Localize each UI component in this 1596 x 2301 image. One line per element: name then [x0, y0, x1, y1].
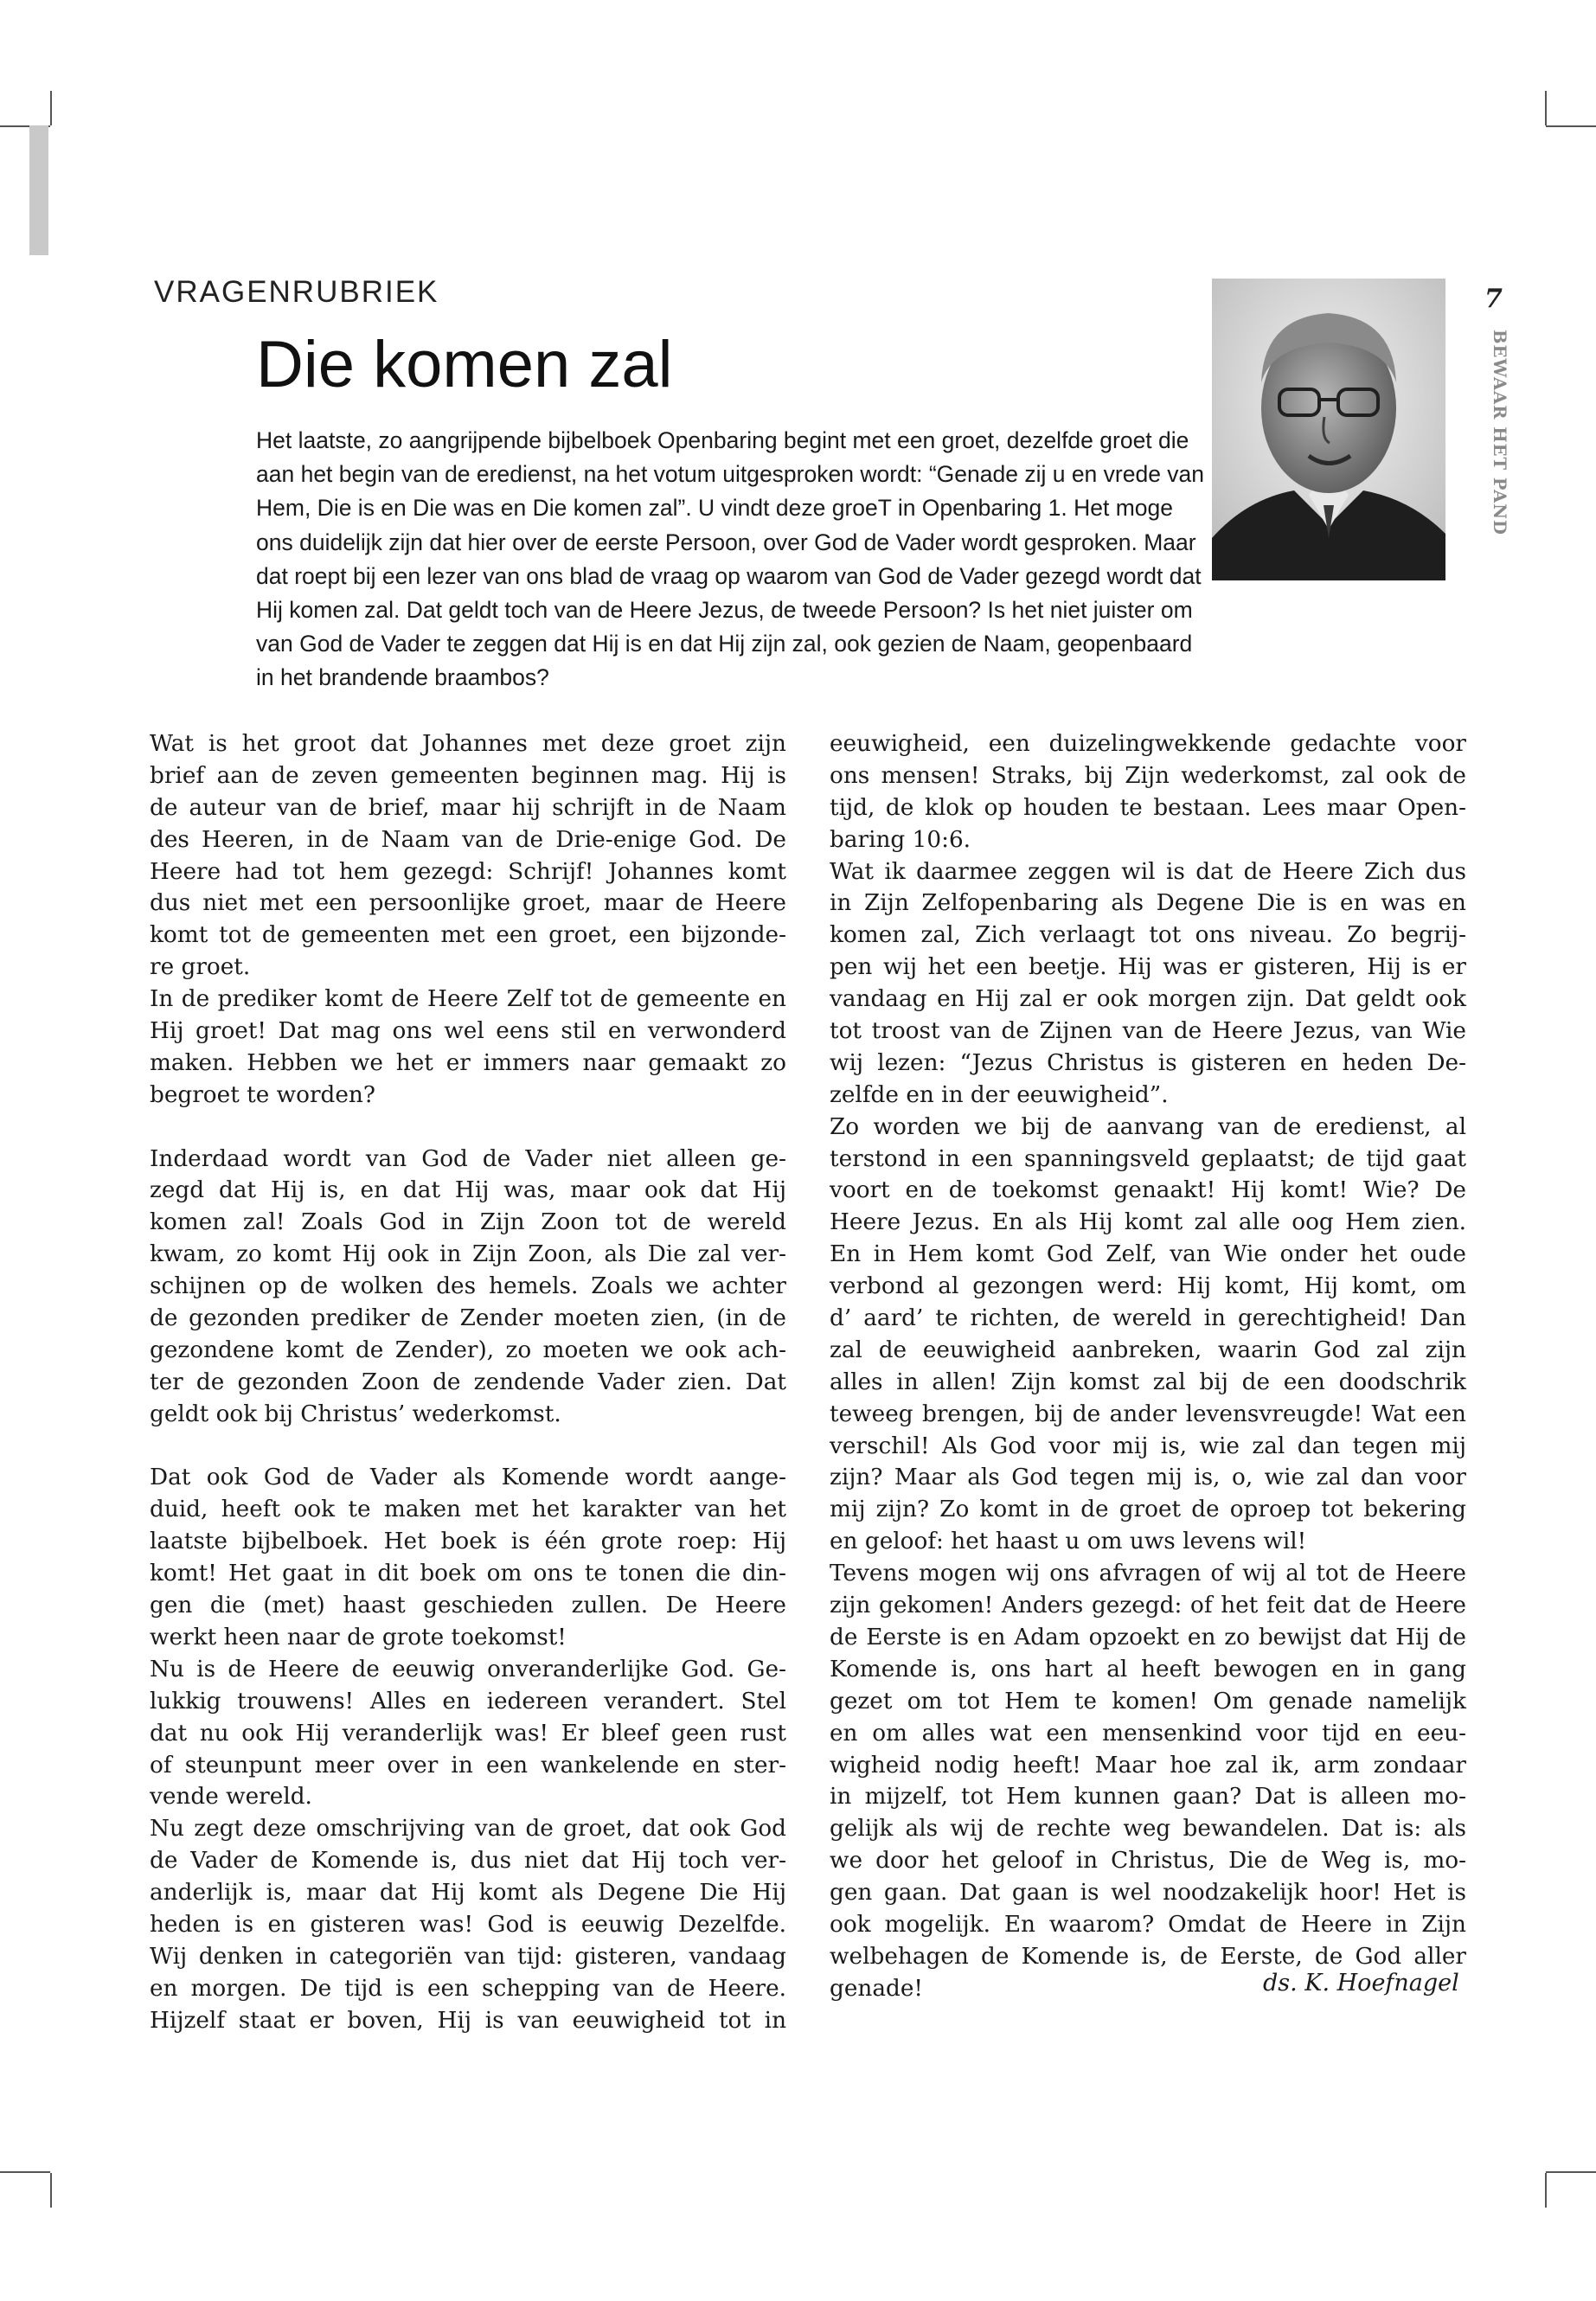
body-line: des Heeren, in de Naam van de Drie-enige God. De [150, 826, 786, 853]
body-line: vende wereld. [150, 1784, 312, 1811]
crop-mark [0, 2171, 50, 2173]
body-line: genade! [830, 1975, 923, 2002]
body-line: wigheid nodig heeft! Maar hoe zal ik, arm zondaar [830, 1752, 1466, 1779]
body-line: ons mensen! Straks, bij Zijn wederkomst, zal ook de [830, 762, 1466, 789]
author-portrait [1212, 279, 1445, 580]
body-line: of steunpunt meer over in een wankelende en ster- [150, 1752, 786, 1779]
paragraph-gap [150, 1112, 786, 1144]
body-line: gen die (met) haast geschieden zullen. De Heere [150, 1593, 786, 1619]
body-line: Nu is de Heere de eeuwig onveranderlijke God. Ge- [150, 1656, 786, 1682]
intro-line: Hem, Die is en Die was en Die komen zal”. U vindt deze groeT in Openbaring 1. Het moge [256, 495, 1174, 522]
body-line: kwam, zo komt Hij ook in Zijn Zoon, als Die zal ver- [150, 1241, 786, 1268]
body-line: in mijzelf, tot Hem kunnen gaan? Dat is alleen mo- [830, 1784, 1466, 1811]
body-line: geldt ook bij Christus’ wederkomst. [150, 1400, 561, 1427]
body-line: heden is en gisteren was! God is eeuwig Dezelfde. [150, 1911, 786, 1938]
body-line: verschil! Als God voor mij is, wie zal dan tegen mij [830, 1433, 1466, 1459]
body-line: maken. Hebben we het er immers naar gemaakt zo [150, 1049, 786, 1076]
body-line: welbehagen de Komende is, de Eerste, de God aller [830, 1943, 1466, 1970]
body-line: zal de eeuwigheid aanbreken, waarin God zal zijn [830, 1336, 1466, 1363]
body-line: Inderdaad wordt van God de Vader niet alleen ge- [150, 1145, 786, 1172]
body-line: En in Hem komt God Zelf, van Wie onder het oude [830, 1241, 1466, 1268]
body-line: Hijzelf staat er boven, Hij is van eeuwigheid tot in [150, 2007, 786, 2034]
intro-line: van God de Vader te zeggen dat Hij is en dat Hij zijn zal, ook gezien de Naam, geopenbaard [256, 631, 1193, 657]
body-line: de auteur van de brief, maar hij schrijft in de Naam [150, 794, 786, 821]
body-line: gelijk als wij de rechte weg bewandelen. Dat is: als [830, 1816, 1466, 1843]
body-line: schijnen op de wolken des hemels. Zoals we achter [150, 1273, 786, 1300]
body-line: In de prediker komt de Heere Zelf tot de gemeente en [150, 986, 786, 1013]
body-line: Tevens mogen wij ons afvragen of wij al tot de Heere [830, 1561, 1466, 1587]
body-line: komen zal! Zoals God in Zijn Zoon tot de wereld [150, 1209, 786, 1236]
body-line: dus niet met een persoonlijke groet, maar de Heere [150, 890, 786, 917]
body-line: anderlijk is, maar dat Hij komt als Degene Die Hij [150, 1880, 786, 1907]
crop-mark [1546, 2171, 1596, 2173]
body-line: eeuwigheid, een duizelingwekkende gedachte voor [830, 731, 1466, 757]
intro-line: ons duidelijk zijn dat hier over de eerste Persoon, over God de Vader wordt gesproken. Maar [256, 529, 1196, 555]
body-line: terstond in een spanningsveld geplaatst; de tijd gaat [830, 1145, 1466, 1172]
body-line: Wat is het groot dat Johannes met deze groet zijn [150, 731, 786, 757]
body-line: tot troost van de Zijnen van de Heere Jezus, van Wie [830, 1018, 1466, 1045]
body-line: duid, heeft ook te maken met het karakter van het [150, 1497, 786, 1523]
paragraph-gap [150, 1431, 786, 1463]
body-line: brief aan de zeven gemeenten beginnen mag. Hij is [150, 762, 786, 789]
article-title: Die komen zal [256, 328, 673, 401]
body-line: komen zal, Zich verlaagt tot ons niveau. Zo begrij- [830, 922, 1466, 949]
margin-bar [29, 125, 48, 255]
body-line: zijn? Maar als God tegen mij is, o, wie zal dan voor [830, 1465, 1466, 1491]
body-line: de gezonden prediker de Zender moeten zien, (in de [150, 1305, 786, 1332]
body-line: we door het geloof in Christus, Die de Weg is, mo- [830, 1848, 1466, 1875]
crop-mark [1545, 91, 1547, 125]
page-number: 7 [1484, 284, 1503, 314]
body-line: vandaag en Hij zal er ook morgen zijn. Dat geldt ook [830, 986, 1466, 1013]
body-line: voort en de toekomst genaakt! Hij komt! Wie? De [830, 1177, 1466, 1204]
intro-line: aan het begin van de eredienst, na het votum uitgesproken wordt: “Genade zij u en vrede van [256, 461, 1205, 488]
body-line: tijd, de klok op houden te bestaan. Lees maar Open- [830, 794, 1466, 821]
body-line: Komende is, ons hart al heeft bewogen en in gang [830, 1656, 1466, 1682]
body-line: Heere Jezus. En als Hij komt zal alle oog Hem zien. [830, 1209, 1466, 1236]
body-line: en om alles wat een mensenkind voor tijd en eeu- [830, 1720, 1466, 1747]
body-line: Wij denken in categoriën van tijd: gisteren, vandaag [150, 1943, 786, 1970]
body-line: gezondene komt de Zender), zo moeten we ook ach- [150, 1336, 786, 1363]
body-line: teweeg brengen, bij de ander levensvreugde! Wat een [830, 1400, 1466, 1427]
body-line: Zo worden we bij de aanvang van de eredienst, al [830, 1113, 1466, 1140]
crop-mark [1545, 2173, 1547, 2208]
body-line: Wat ik daarmee zeggen wil is dat de Heere Zich dus [830, 858, 1466, 885]
body-line: alles in allen! Zijn komst zal bij de een doodschrik [830, 1368, 1466, 1395]
crop-mark [50, 2173, 52, 2208]
body-line: pen wij het een beetje. Hij was er gisteren, Hij is er [830, 954, 1466, 981]
body-line: laatste bijbelboek. Het boek is één grote roep: Hij [150, 1529, 786, 1555]
portrait-illustration [1212, 279, 1445, 580]
author-signature: ds. K. Hoefnagel [1263, 1970, 1459, 1997]
body-line: Heere had tot hem gezegd: Schrijf! Johannes komt [150, 858, 786, 885]
intro-line: Hij komen zal. Dat geldt toch van de Heere Jezus, de tweede Persoon? Is het niet juister om [256, 597, 1193, 624]
intro-line: Het laatste, zo aangrijpende bijbelboek Openbaring begint met een groet, dezelfde groet die [256, 427, 1189, 453]
body-line: werkt heen naar de grote toekomst! [150, 1624, 567, 1650]
body-line: zegd dat Hij is, en dat Hij was, maar ook dat Hij [150, 1177, 786, 1204]
intro-line: in het brandende braambos? [256, 664, 549, 691]
body-line: de Eerste is en Adam opzoekt en zo bewijst dat Hij de [830, 1624, 1466, 1650]
body-line: wij lezen: “Jezus Christus is gisteren en heden De- [830, 1049, 1466, 1076]
body-line: ook mogelijk. En waarom? Omdat de Heere in Zijn [830, 1911, 1466, 1938]
intro-line: dat roept bij een lezer van ons blad de vraag op waarom van God de Vader gezegd wordt dat [256, 562, 1202, 589]
section-label: VRAGENRUBRIEK [154, 275, 439, 309]
body-line: d’ aard’ te richten, de wereld in gerechtigheid! Dan [830, 1305, 1466, 1332]
body-line: re groet. [150, 954, 251, 981]
body-column-left [150, 728, 786, 2037]
body-line: zelfde en in der eeuwigheid”. [830, 1081, 1169, 1108]
body-line: en geloof: het haast u om uws levens wil! [830, 1529, 1307, 1555]
crop-mark [50, 91, 52, 125]
body-column-right [830, 728, 1466, 2005]
body-line: komt! Het gaat in dit boek om ons te tonen die din- [150, 1561, 786, 1587]
body-line: Hij groet! Dat mag ons wel eens stil en verwonderd [150, 1018, 786, 1045]
body-line: komt tot de gemeenten met een groet, een bijzonde- [150, 922, 786, 949]
body-line: ter de gezonden Zoon de zendende Vader zien. Dat [150, 1368, 786, 1395]
body-line: gen gaan. Dat gaan is wel noodzakelijk hoor! Het is [830, 1880, 1466, 1907]
body-line: verbond al gezongen werd: Hij komt, Hij komt, om [830, 1273, 1466, 1300]
body-line: Nu zegt deze omschrijving van de groet, dat ook God [150, 1816, 786, 1843]
body-line: lukkig trouwens! Alles en iedereen verandert. Stel [150, 1688, 786, 1715]
body-line: begroet te worden? [150, 1081, 375, 1108]
running-head: BEWAAR HET PAND [1490, 330, 1509, 535]
crop-mark [1546, 125, 1596, 127]
body-line: de Vader de Komende is, dus niet dat Hij toch ver- [150, 1848, 786, 1875]
body-line: zijn gekomen! Anders gezegd: of het feit dat de Heere [830, 1593, 1466, 1619]
body-line: en morgen. De tijd is een schepping van de Heere. [150, 1975, 786, 2002]
body-line: gezet om tot Hem te komen! Om genade namelijk [830, 1688, 1466, 1715]
body-line: Dat ook God de Vader als Komende wordt aange- [150, 1465, 786, 1491]
intro-paragraph [256, 424, 1205, 695]
body-line: dat nu ook Hij veranderlijk was! Er bleef geen rust [150, 1720, 786, 1747]
body-line: in Zijn Zelfopenbaring als Degene Die is en was en [830, 890, 1466, 917]
body-line: baring 10:6. [830, 826, 971, 853]
body-line: mij zijn? Zo komt in de groet de oproep tot bekering [830, 1497, 1466, 1523]
